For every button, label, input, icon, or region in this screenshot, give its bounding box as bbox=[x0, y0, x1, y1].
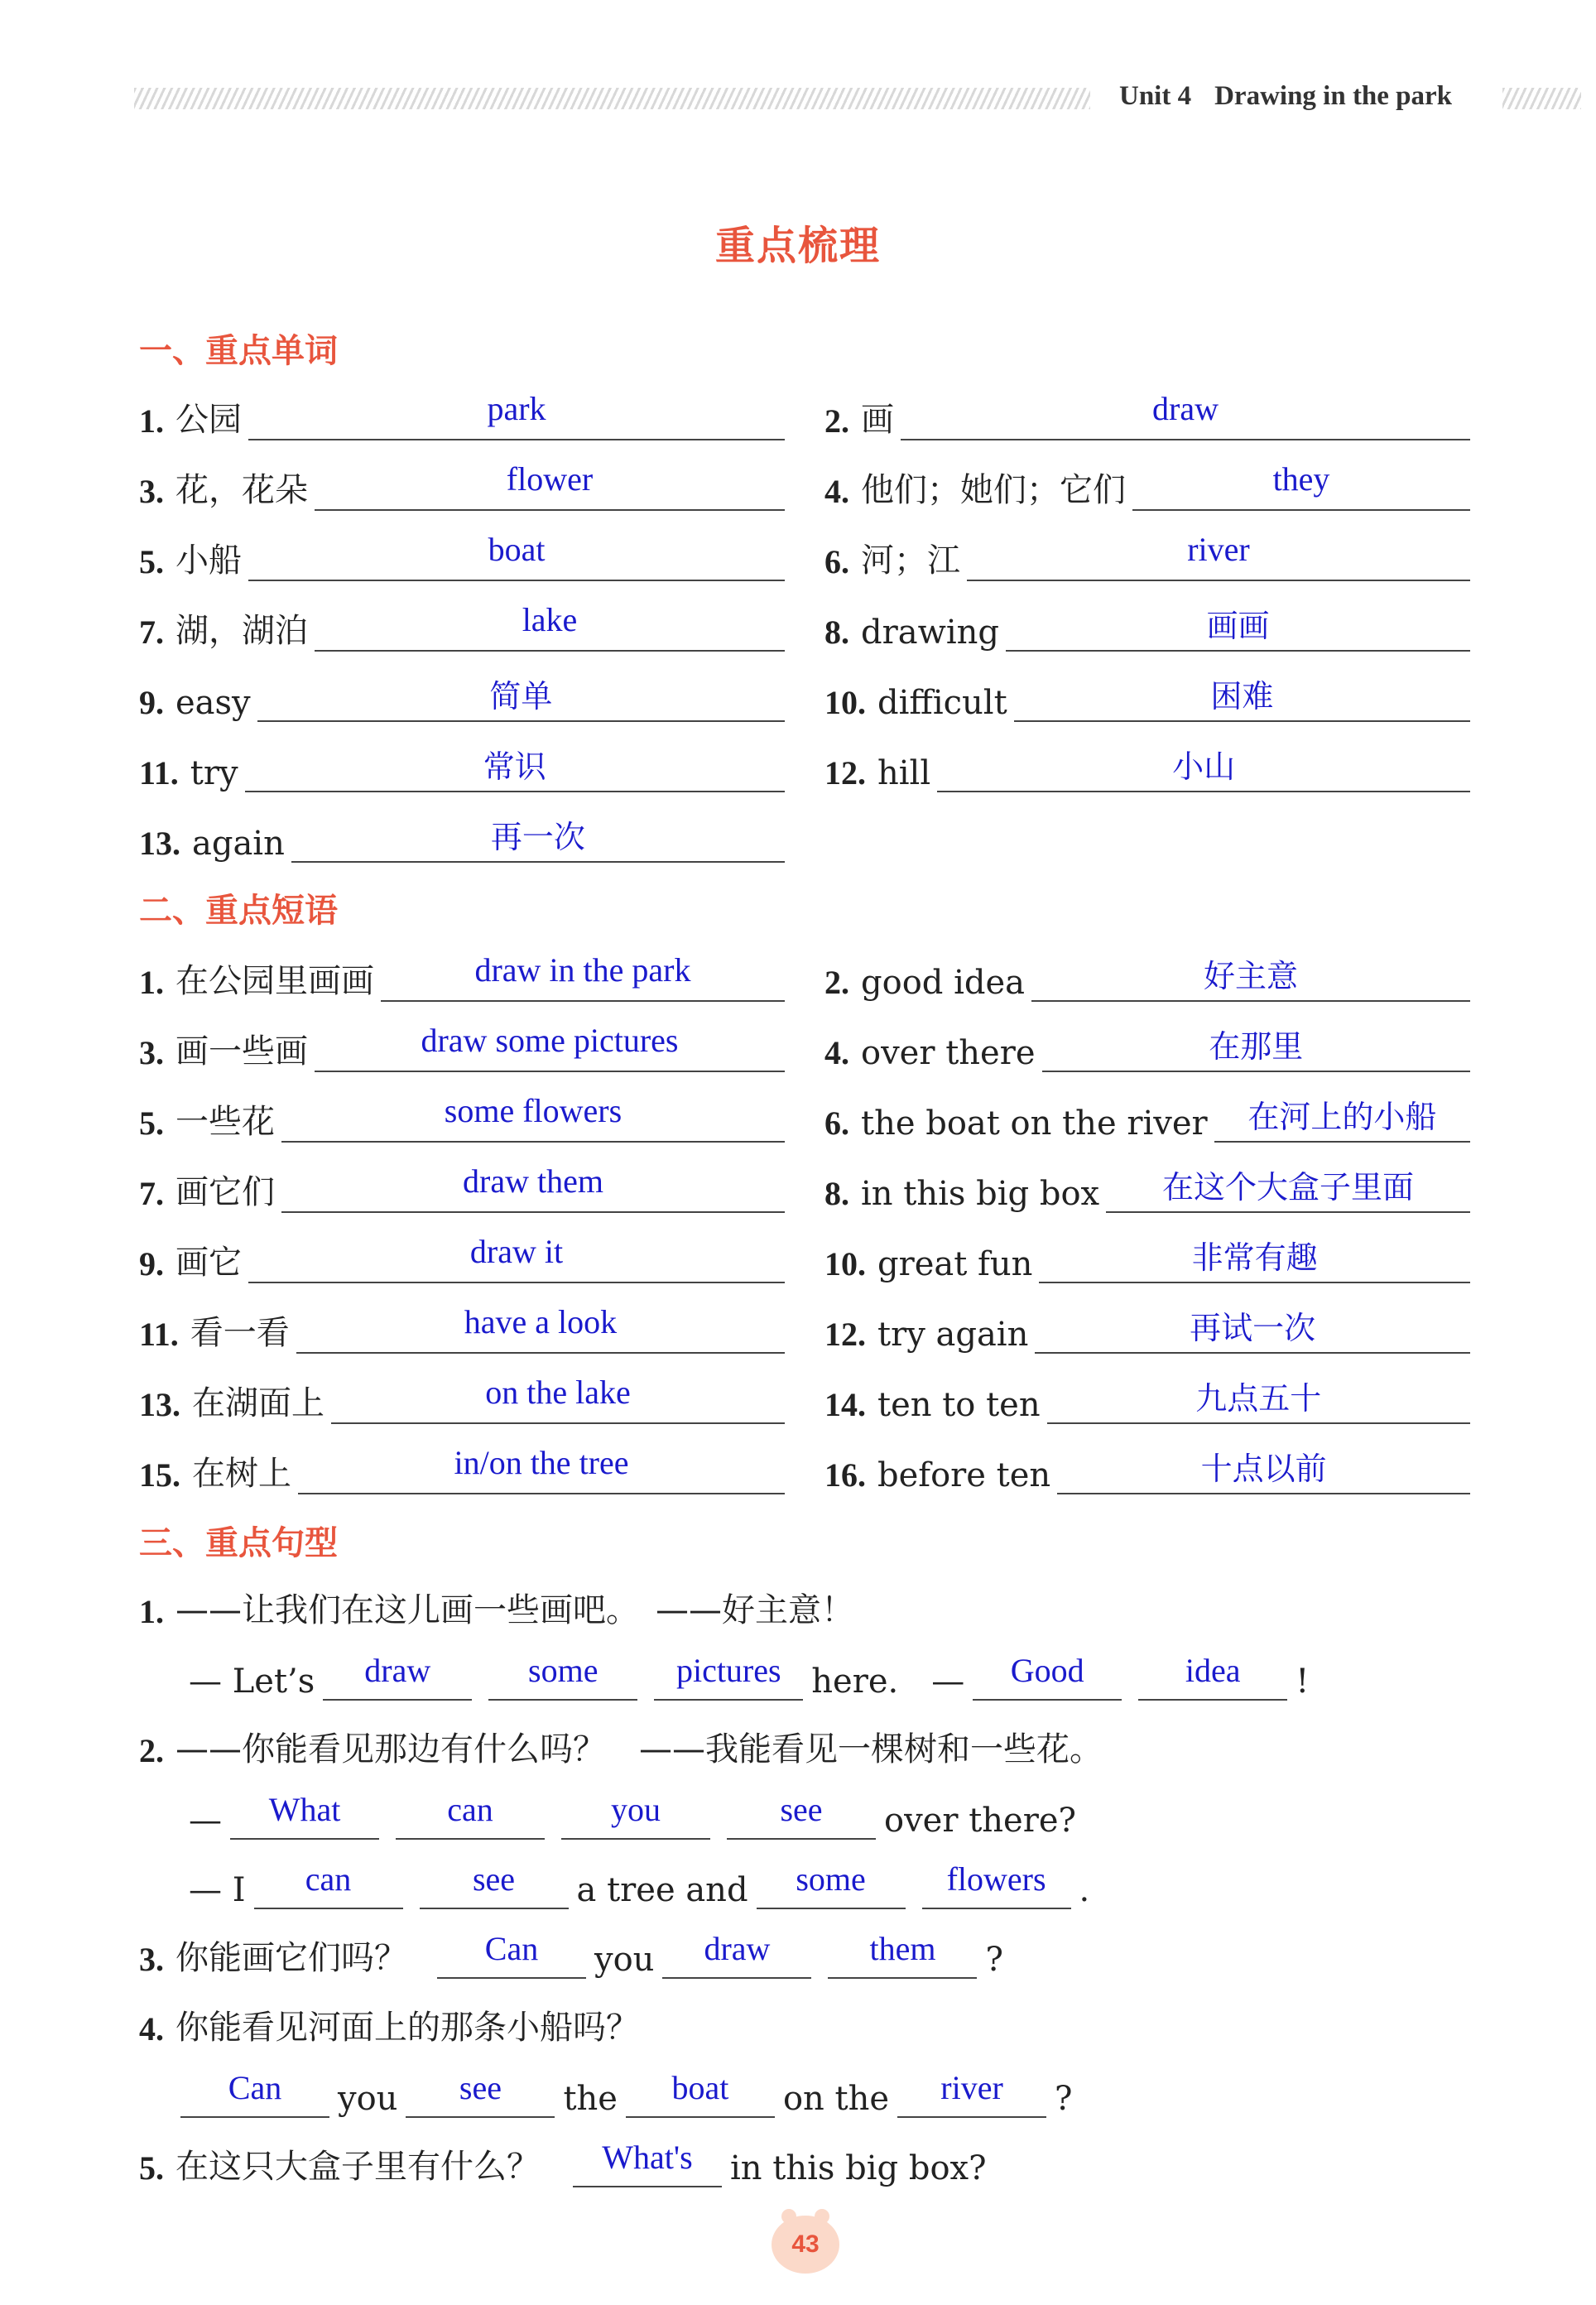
word-item-8 bbox=[824, 599, 1470, 652]
answer-blank[interactable] bbox=[230, 1790, 379, 1840]
answer-blank[interactable] bbox=[1014, 671, 1470, 722]
answer-blank[interactable] bbox=[315, 460, 785, 511]
answer-text: in/on the tree bbox=[454, 1444, 629, 1481]
section-heading-phrases: 二、重点短语 bbox=[139, 892, 338, 930]
answer-blank[interactable] bbox=[245, 741, 785, 792]
word-item-12 bbox=[824, 739, 1470, 792]
phrase-item-5 bbox=[139, 1090, 785, 1143]
answer-blank[interactable] bbox=[254, 1860, 403, 1909]
sentence-text: — Let’s bbox=[189, 1663, 315, 1701]
answer-blank[interactable] bbox=[1006, 600, 1470, 652]
item-number: 1. bbox=[139, 1593, 164, 1630]
answer-text: some bbox=[528, 1652, 598, 1689]
word-item-3 bbox=[139, 458, 785, 511]
item-prompt: try bbox=[190, 754, 238, 792]
item-prompt: drawing bbox=[861, 614, 999, 652]
answer-text: see bbox=[472, 1860, 516, 1898]
item-prompt: 画一些画 bbox=[175, 1032, 308, 1071]
answer-blank[interactable] bbox=[257, 671, 785, 722]
answer-blank[interactable] bbox=[248, 389, 785, 440]
unit-label: Unit 4 bbox=[1119, 81, 1192, 111]
item-prompt: try again bbox=[877, 1316, 1029, 1354]
answer-blank[interactable] bbox=[488, 1651, 637, 1701]
item-number: 10. bbox=[824, 684, 866, 721]
item-number: 6. bbox=[824, 543, 849, 580]
answer-text: 再一次 bbox=[490, 819, 585, 855]
answer-blank[interactable] bbox=[323, 1651, 472, 1701]
answer-text: river bbox=[940, 2069, 1003, 2106]
header-hatch-left bbox=[134, 88, 1090, 109]
answer-text: boat bbox=[671, 2069, 729, 2106]
phrase-item-16 bbox=[824, 1441, 1470, 1494]
phrase-item-9 bbox=[139, 1230, 785, 1283]
item-prompt: 看一看 bbox=[190, 1314, 290, 1352]
sentence-text: — bbox=[931, 1663, 965, 1701]
item-number: 7. bbox=[139, 1175, 164, 1212]
item-prompt: 河；江 bbox=[861, 541, 960, 580]
answer-blank[interactable] bbox=[437, 1929, 586, 1979]
answer-text: Can bbox=[484, 1930, 539, 1967]
answer-blank[interactable] bbox=[315, 1021, 785, 1072]
sentence-text: — I bbox=[189, 1871, 246, 1909]
answer-blank[interactable] bbox=[573, 2138, 722, 2187]
item-prompt: 画 bbox=[861, 401, 894, 439]
answer-blank[interactable] bbox=[296, 1302, 785, 1354]
item-prompt: in this big box bbox=[861, 1175, 1100, 1213]
answer-blank[interactable] bbox=[281, 1091, 785, 1143]
item-number: 12. bbox=[824, 754, 866, 792]
word-item-10 bbox=[824, 669, 1470, 722]
answer-blank[interactable] bbox=[662, 1929, 811, 1979]
phrase-item-3 bbox=[139, 1019, 785, 1072]
answer-text: draw some pictures bbox=[421, 1022, 679, 1059]
answer-blank[interactable] bbox=[897, 2068, 1046, 2118]
answer-text: flower bbox=[506, 460, 594, 498]
answer-text: on the lake bbox=[485, 1374, 631, 1411]
sentence-4-prompt bbox=[139, 1995, 639, 2048]
answer-text: you bbox=[611, 1791, 661, 1828]
phrase-item-10 bbox=[824, 1230, 1470, 1283]
sentence-4-answer bbox=[180, 2065, 1073, 2118]
answer-text: 十点以前 bbox=[1200, 1451, 1327, 1487]
answer-blank[interactable] bbox=[298, 1443, 785, 1494]
word-item-2 bbox=[824, 387, 1470, 440]
item-prompt: difficult bbox=[877, 684, 1007, 722]
section-heading-sentences: 三、重点句型 bbox=[139, 1524, 338, 1562]
phrase-item-13 bbox=[139, 1371, 785, 1424]
item-number: 8. bbox=[824, 614, 849, 651]
answer-blank[interactable] bbox=[967, 530, 1470, 581]
sentence-chinese: ——你能看见那边有什么吗？ ——我能看见一棵树和一些花。 bbox=[175, 1730, 1103, 1768]
item-number: 9. bbox=[139, 1245, 164, 1282]
answer-text: draw them bbox=[463, 1162, 603, 1200]
item-prompt: easy bbox=[175, 684, 251, 722]
sentence-text: over there? bbox=[884, 1802, 1076, 1840]
item-number: 3. bbox=[139, 1034, 164, 1071]
answer-blank[interactable] bbox=[291, 811, 785, 863]
item-prompt: the boat on the river bbox=[861, 1104, 1208, 1143]
answer-blank[interactable] bbox=[757, 1860, 906, 1909]
item-prompt: 在树上 bbox=[192, 1455, 291, 1493]
sentence-text: . bbox=[1079, 1871, 1090, 1909]
item-prompt: 画它 bbox=[175, 1244, 242, 1282]
item-number: 3. bbox=[139, 473, 164, 510]
answer-text: flowers bbox=[946, 1860, 1046, 1898]
answer-blank[interactable] bbox=[406, 2068, 555, 2118]
sentence-text: ? bbox=[985, 1941, 1003, 1979]
word-item-6 bbox=[824, 528, 1470, 581]
header-hatch-right bbox=[1502, 88, 1581, 109]
sentence-chinese: 你能画它们吗？ bbox=[175, 1939, 407, 1977]
item-number: 13. bbox=[139, 1386, 180, 1423]
phrase-item-7 bbox=[139, 1160, 785, 1213]
answer-blank[interactable] bbox=[561, 1790, 710, 1840]
sentence-2-answer bbox=[189, 1856, 1089, 1909]
item-number: 12. bbox=[824, 1316, 866, 1353]
answer-blank[interactable] bbox=[1132, 460, 1470, 511]
sentence-1-prompt bbox=[139, 1578, 854, 1631]
item-prompt: 一些花 bbox=[175, 1103, 275, 1141]
answer-text: see bbox=[459, 2069, 502, 2106]
answer-blank[interactable] bbox=[922, 1860, 1071, 1909]
item-prompt: 公园 bbox=[175, 401, 242, 439]
item-prompt: 画它们 bbox=[175, 1173, 275, 1211]
item-prompt: over there bbox=[861, 1034, 1036, 1072]
answer-blank[interactable] bbox=[1035, 1302, 1470, 1354]
sentence-text: ! bbox=[1296, 1663, 1310, 1701]
sentence-text: in this big box? bbox=[730, 2149, 987, 2187]
answer-text: have a look bbox=[464, 1303, 618, 1340]
item-number: 15. bbox=[139, 1456, 180, 1494]
item-number: 2. bbox=[824, 402, 849, 440]
word-item-13 bbox=[139, 810, 785, 863]
answer-blank[interactable] bbox=[727, 1790, 876, 1840]
item-number: 8. bbox=[824, 1175, 849, 1212]
item-prompt: 他们；她们；它们 bbox=[861, 471, 1126, 509]
phrase-item-6 bbox=[824, 1090, 1470, 1143]
item-number: 4. bbox=[824, 1034, 849, 1071]
item-number: 4. bbox=[139, 2010, 164, 2048]
answer-text: draw bbox=[1152, 390, 1219, 427]
answer-blank[interactable] bbox=[901, 389, 1470, 440]
answer-text: 再试一次 bbox=[1190, 1310, 1316, 1346]
answer-text: Good bbox=[1010, 1652, 1084, 1689]
sentence-text: you bbox=[338, 2080, 398, 2118]
sentence-text: ? bbox=[1055, 2080, 1073, 2118]
word-item-4 bbox=[824, 458, 1470, 511]
answer-text: Can bbox=[228, 2069, 282, 2106]
answer-text: What bbox=[268, 1791, 341, 1828]
item-number: 7. bbox=[139, 614, 164, 651]
item-number: 2. bbox=[824, 964, 849, 1001]
answer-text: 在河上的小船 bbox=[1247, 1099, 1437, 1135]
word-item-1 bbox=[139, 387, 785, 440]
answer-text: draw it bbox=[469, 1233, 564, 1270]
section-heading-words: 一、重点单词 bbox=[139, 332, 338, 370]
answer-blank[interactable] bbox=[1042, 1021, 1471, 1072]
sentence-chinese: 在这只大盒子里有什么？ bbox=[175, 2148, 540, 2186]
page-title: 重点梳理 bbox=[714, 223, 881, 269]
answer-text: boat bbox=[488, 531, 546, 568]
sentence-3 bbox=[139, 1926, 1003, 1979]
item-prompt: 花，花朵 bbox=[175, 471, 308, 509]
answer-text: they bbox=[1272, 460, 1330, 498]
word-item-7 bbox=[139, 599, 785, 652]
sentence-2-prompt bbox=[139, 1717, 1103, 1770]
sentence-5 bbox=[139, 2134, 987, 2187]
sentence-2-question bbox=[189, 1787, 1076, 1840]
item-prompt: 在湖面上 bbox=[192, 1384, 324, 1422]
item-prompt: 在公园里画画 bbox=[175, 962, 374, 1000]
item-prompt: good idea bbox=[861, 964, 1026, 1002]
item-number: 1. bbox=[139, 402, 164, 440]
item-number: 10. bbox=[824, 1245, 866, 1282]
answer-text: can bbox=[447, 1791, 493, 1828]
item-number: 5. bbox=[139, 543, 164, 580]
answer-text: some flowers bbox=[444, 1092, 623, 1129]
phrase-item-14 bbox=[824, 1371, 1470, 1424]
answer-text: see bbox=[780, 1791, 823, 1828]
answer-text: 常识 bbox=[483, 748, 546, 785]
word-item-11 bbox=[139, 739, 785, 792]
item-number: 6. bbox=[824, 1104, 849, 1142]
item-number: 14. bbox=[824, 1386, 866, 1423]
item-number: 3. bbox=[139, 1941, 164, 1978]
answer-text: What's bbox=[602, 2139, 693, 2176]
answer-blank[interactable] bbox=[1057, 1443, 1470, 1494]
answer-blank[interactable] bbox=[420, 1860, 569, 1909]
answer-blank[interactable] bbox=[626, 2068, 775, 2118]
answer-blank[interactable] bbox=[248, 1232, 785, 1283]
item-number: 5. bbox=[139, 2149, 164, 2187]
answer-text: 好主意 bbox=[1204, 958, 1299, 994]
answer-blank[interactable] bbox=[1039, 1232, 1470, 1283]
answer-text: 在这个大盒子里面 bbox=[1162, 1169, 1415, 1205]
answer-blank[interactable] bbox=[1047, 1373, 1470, 1424]
answer-text: 在那里 bbox=[1209, 1028, 1304, 1065]
sentence-text: here. bbox=[811, 1663, 899, 1701]
answer-text: can bbox=[305, 1860, 352, 1898]
item-number: 5. bbox=[139, 1104, 164, 1142]
answer-blank[interactable] bbox=[315, 600, 785, 652]
answer-blank[interactable] bbox=[381, 950, 785, 1002]
answer-blank[interactable] bbox=[281, 1162, 785, 1213]
item-prompt: 小船 bbox=[175, 541, 242, 580]
phrase-item-11 bbox=[139, 1301, 785, 1354]
item-prompt: hill bbox=[877, 754, 931, 792]
item-number: 2. bbox=[139, 1732, 164, 1769]
answer-blank[interactable] bbox=[1214, 1091, 1470, 1143]
phrase-item-4 bbox=[824, 1019, 1470, 1072]
sentence-text: on the bbox=[782, 2080, 890, 2118]
answer-blank[interactable] bbox=[180, 2068, 329, 2118]
item-prompt: before ten bbox=[877, 1456, 1051, 1494]
sentence-text: the bbox=[563, 2080, 618, 2118]
answer-text: park bbox=[487, 390, 546, 427]
answer-blank[interactable] bbox=[331, 1373, 785, 1424]
item-number: 4. bbox=[824, 473, 849, 510]
answer-text: lake bbox=[522, 601, 578, 638]
answer-text: some bbox=[796, 1860, 866, 1898]
item-prompt: ten to ten bbox=[877, 1386, 1041, 1424]
answer-text: 九点五十 bbox=[1195, 1380, 1322, 1417]
phrase-item-2 bbox=[824, 949, 1470, 1002]
unit-title-text: Drawing in the park bbox=[1214, 81, 1453, 111]
item-prompt: again bbox=[192, 825, 285, 863]
page-number: 43 bbox=[772, 2216, 839, 2274]
answer-text: idea bbox=[1185, 1652, 1241, 1689]
answer-blank[interactable] bbox=[1138, 1651, 1287, 1701]
sentence-text: you bbox=[594, 1941, 655, 1979]
unit-header bbox=[1119, 81, 1452, 112]
answer-text: 困难 bbox=[1210, 678, 1274, 715]
phrase-item-15 bbox=[139, 1441, 785, 1494]
answer-blank[interactable] bbox=[396, 1790, 545, 1840]
item-number: 11. bbox=[139, 754, 179, 792]
answer-blank[interactable] bbox=[248, 530, 785, 581]
answer-text: river bbox=[1187, 531, 1250, 568]
item-prompt: 湖，湖泊 bbox=[175, 612, 308, 650]
sentence-chinese: 你能看见河面上的那条小船吗？ bbox=[175, 2009, 639, 2047]
answer-blank[interactable] bbox=[937, 741, 1470, 792]
answer-text: draw bbox=[364, 1652, 431, 1689]
answer-blank[interactable] bbox=[1106, 1162, 1470, 1213]
phrase-item-1 bbox=[139, 949, 785, 1002]
answer-blank[interactable] bbox=[828, 1929, 977, 1979]
answer-blank[interactable] bbox=[1031, 950, 1470, 1002]
answer-text: 简单 bbox=[489, 678, 553, 715]
item-number: 16. bbox=[824, 1456, 866, 1494]
sentence-chinese: ——让我们在这儿画一些画吧。 ——好主意！ bbox=[175, 1591, 854, 1629]
word-item-9 bbox=[139, 669, 785, 722]
answer-text: 小山 bbox=[1172, 748, 1236, 785]
item-number: 13. bbox=[139, 825, 180, 862]
item-number: 9. bbox=[139, 684, 164, 721]
item-number: 1. bbox=[139, 964, 164, 1001]
item-prompt: great fun bbox=[877, 1245, 1033, 1283]
answer-blank[interactable] bbox=[973, 1651, 1122, 1701]
answer-text: 画画 bbox=[1206, 608, 1270, 644]
answer-text: them bbox=[869, 1930, 936, 1967]
phrase-item-12 bbox=[824, 1301, 1470, 1354]
sentence-1-answer bbox=[189, 1648, 1309, 1701]
sentence-text: a tree and bbox=[576, 1871, 748, 1909]
answer-text: draw bbox=[704, 1930, 771, 1967]
answer-text: pictures bbox=[675, 1652, 781, 1689]
answer-text: 非常有趣 bbox=[1191, 1239, 1318, 1276]
item-number: 11. bbox=[139, 1316, 179, 1353]
phrase-item-8 bbox=[824, 1160, 1470, 1213]
word-item-5 bbox=[139, 528, 785, 581]
answer-blank[interactable] bbox=[654, 1651, 803, 1701]
sentence-text: — bbox=[189, 1802, 222, 1840]
answer-text: draw in the park bbox=[474, 951, 691, 989]
